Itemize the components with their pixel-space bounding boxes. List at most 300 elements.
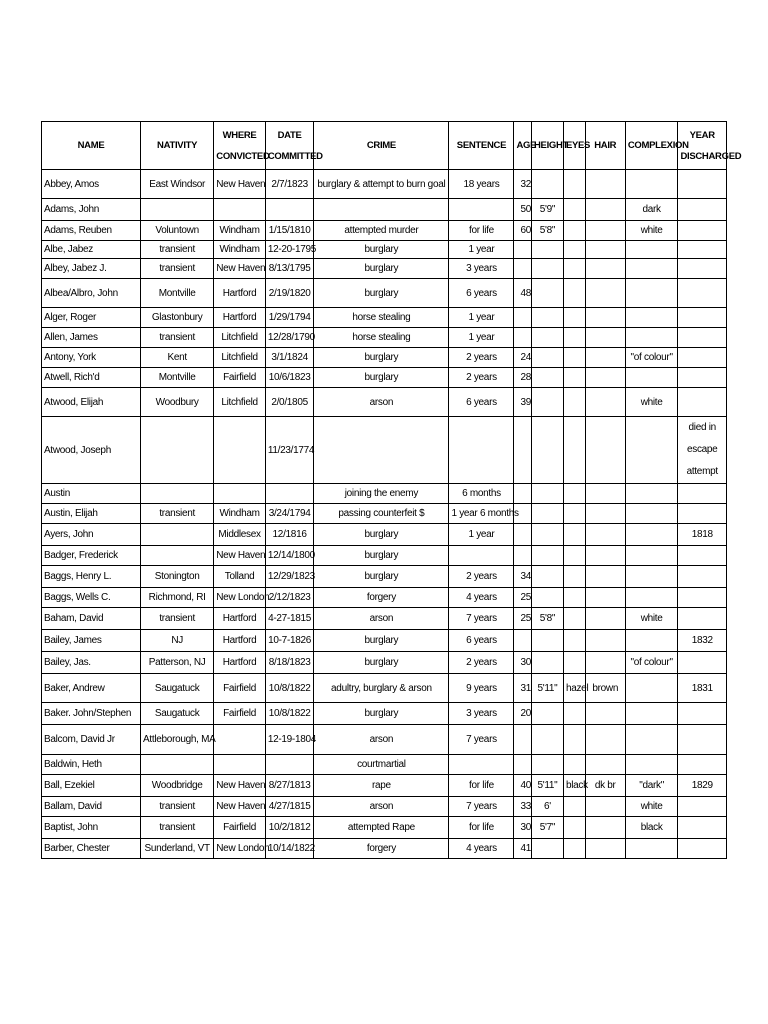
cell-year-discharged xyxy=(678,755,727,775)
cell-sentence xyxy=(449,199,514,221)
cell-eyes xyxy=(563,608,585,630)
cell-sentence: 6 years xyxy=(449,279,514,308)
cell-age: 48 xyxy=(514,279,532,308)
cell-hair xyxy=(585,797,625,817)
cell-height: 5'7" xyxy=(531,817,563,839)
cell-age: 34 xyxy=(514,566,532,588)
cell-crime: burglary xyxy=(314,652,449,674)
cell-eyes xyxy=(563,546,585,566)
cell-sentence xyxy=(449,755,514,775)
cell-age: 25 xyxy=(514,588,532,608)
cell-age: 25 xyxy=(514,608,532,630)
cell-name: Austin xyxy=(42,484,141,504)
cell-year-discharged: died in escape attempt xyxy=(678,417,727,484)
cell-eyes xyxy=(563,308,585,328)
cell-height xyxy=(531,703,563,725)
cell-age: 24 xyxy=(514,348,532,368)
cell-age: 31 xyxy=(514,674,532,703)
cell-crime: joining the enemy xyxy=(314,484,449,504)
cell-name: Baker. John/Stephen xyxy=(42,703,141,725)
cell-where-convicted: Hartford xyxy=(214,630,266,652)
cell-where-convicted xyxy=(214,725,266,755)
cell-crime: forgery xyxy=(314,588,449,608)
cell-hair xyxy=(585,348,625,368)
cell-sentence: 9 years xyxy=(449,674,514,703)
cell-date-committed: 3/24/1794 xyxy=(265,504,313,524)
cell-height xyxy=(531,170,563,199)
cell-where-convicted: Fairfield xyxy=(214,368,266,388)
cell-hair xyxy=(585,703,625,725)
cell-name: Alger, Roger xyxy=(42,308,141,328)
table-row xyxy=(42,588,727,608)
table-row xyxy=(42,546,727,566)
cell-date-committed: 12-20-1795 xyxy=(265,241,313,259)
cell-crime: arson xyxy=(314,608,449,630)
cell-crime: burglary xyxy=(314,524,449,546)
cell-complexion xyxy=(625,703,678,725)
cell-complexion xyxy=(625,170,678,199)
cell-year-discharged xyxy=(678,388,727,417)
cell-age: 41 xyxy=(514,839,532,859)
ledger-sheet xyxy=(41,121,742,859)
cell-age xyxy=(514,259,532,279)
cell-where-convicted xyxy=(214,755,266,775)
cell-year-discharged: 1818 xyxy=(678,524,727,546)
table-row xyxy=(42,241,727,259)
cell-nativity: transient xyxy=(141,328,214,348)
cell-sentence: 1 year xyxy=(449,308,514,328)
col-header-crime: CRIME xyxy=(314,122,449,170)
cell-hair xyxy=(585,388,625,417)
cell-crime: burglary xyxy=(314,703,449,725)
cell-complexion: "of colour" xyxy=(625,348,678,368)
cell-hair xyxy=(585,241,625,259)
cell-name: Badger, Frederick xyxy=(42,546,141,566)
cell-year-discharged xyxy=(678,241,727,259)
cell-date-committed: 12/28/1790 xyxy=(265,328,313,348)
cell-eyes xyxy=(563,388,585,417)
cell-where-convicted: Hartford xyxy=(214,652,266,674)
cell-sentence: 7 years xyxy=(449,725,514,755)
cell-where-convicted xyxy=(214,417,266,484)
cell-crime: courtmartial xyxy=(314,755,449,775)
cell-where-convicted xyxy=(214,199,266,221)
cell-age xyxy=(514,417,532,484)
cell-nativity: Woodbridge xyxy=(141,775,214,797)
cell-hair xyxy=(585,546,625,566)
cell-complexion: "of colour" xyxy=(625,652,678,674)
cell-height xyxy=(531,368,563,388)
cell-year-discharged xyxy=(678,484,727,504)
cell-crime: rape xyxy=(314,775,449,797)
cell-nativity: Glastonbury xyxy=(141,308,214,328)
cell-date-committed: 8/18/1823 xyxy=(265,652,313,674)
cell-complexion xyxy=(625,328,678,348)
cell-complexion: black xyxy=(625,817,678,839)
table-row xyxy=(42,199,727,221)
cell-eyes: black xyxy=(563,775,585,797)
cell-sentence: 1 year xyxy=(449,328,514,348)
cell-hair xyxy=(585,652,625,674)
cell-eyes xyxy=(563,504,585,524)
cell-height: 6' xyxy=(531,797,563,817)
cell-sentence: 6 months xyxy=(449,484,514,504)
cell-where-convicted: New Haven xyxy=(214,775,266,797)
cell-age xyxy=(514,755,532,775)
cell-age xyxy=(514,546,532,566)
cell-name: Ayers, John xyxy=(42,524,141,546)
cell-age: 20 xyxy=(514,703,532,725)
cell-eyes xyxy=(563,348,585,368)
cell-hair xyxy=(585,259,625,279)
cell-where-convicted: Litchfield xyxy=(214,348,266,368)
cell-sentence: 1 year 6 months xyxy=(449,504,514,524)
cell-nativity: transient xyxy=(141,797,214,817)
cell-hair xyxy=(585,279,625,308)
table-row xyxy=(42,775,727,797)
cell-sentence xyxy=(449,417,514,484)
cell-nativity: Richmond, RI xyxy=(141,588,214,608)
cell-hair: brown xyxy=(585,674,625,703)
cell-nativity: transient xyxy=(141,817,214,839)
cell-name: Adams, Reuben xyxy=(42,221,141,241)
cell-nativity xyxy=(141,755,214,775)
cell-hair xyxy=(585,725,625,755)
cell-hair xyxy=(585,221,625,241)
cell-crime: burglary xyxy=(314,368,449,388)
cell-nativity: Woodbury xyxy=(141,388,214,417)
cell-year-discharged xyxy=(678,608,727,630)
table-row xyxy=(42,703,727,725)
cell-hair xyxy=(585,839,625,859)
table-row xyxy=(42,725,727,755)
table-row xyxy=(42,484,727,504)
cell-eyes xyxy=(563,417,585,484)
table-row xyxy=(42,652,727,674)
cell-nativity: Sunderland, VT xyxy=(141,839,214,859)
table-row xyxy=(42,328,727,348)
cell-year-discharged xyxy=(678,566,727,588)
table-row xyxy=(42,279,727,308)
cell-date-committed: 10-7-1826 xyxy=(265,630,313,652)
table-row xyxy=(42,817,727,839)
cell-hair xyxy=(585,328,625,348)
cell-where-convicted: Fairfield xyxy=(214,703,266,725)
cell-eyes xyxy=(563,259,585,279)
cell-crime: burglary & attempt to burn goal xyxy=(314,170,449,199)
cell-age: 50 xyxy=(514,199,532,221)
cell-nativity: Montville xyxy=(141,368,214,388)
cell-sentence: 2 years xyxy=(449,348,514,368)
cell-date-committed: 10/14/1822 xyxy=(265,839,313,859)
cell-nativity: Patterson, NJ xyxy=(141,652,214,674)
cell-name: Albey, Jabez J. xyxy=(42,259,141,279)
cell-complexion xyxy=(625,674,678,703)
cell-name: Barber, Chester xyxy=(42,839,141,859)
cell-year-discharged xyxy=(678,504,727,524)
cell-year-discharged xyxy=(678,199,727,221)
cell-date-committed: 12-19-1804 xyxy=(265,725,313,755)
cell-height xyxy=(531,504,563,524)
cell-height xyxy=(531,328,563,348)
cell-where-convicted: New Haven xyxy=(214,797,266,817)
cell-complexion: white xyxy=(625,797,678,817)
cell-nativity xyxy=(141,199,214,221)
table-row xyxy=(42,608,727,630)
cell-height xyxy=(531,839,563,859)
cell-complexion xyxy=(625,504,678,524)
col-header-nativity: NATIVITY xyxy=(141,122,214,170)
cell-crime: burglary xyxy=(314,279,449,308)
cell-complexion xyxy=(625,368,678,388)
cell-sentence: 7 years xyxy=(449,608,514,630)
cell-date-committed: 2/12/1823 xyxy=(265,588,313,608)
cell-date-committed xyxy=(265,755,313,775)
cell-sentence xyxy=(449,546,514,566)
cell-hair xyxy=(585,417,625,484)
cell-date-committed: 12/1816 xyxy=(265,524,313,546)
cell-name: Austin, Elijah xyxy=(42,504,141,524)
cell-sentence: 3 years xyxy=(449,703,514,725)
cell-hair xyxy=(585,504,625,524)
cell-date-committed xyxy=(265,484,313,504)
cell-name: Ballam, David xyxy=(42,797,141,817)
cell-eyes xyxy=(563,170,585,199)
cell-hair xyxy=(585,170,625,199)
cell-date-committed: 10/8/1822 xyxy=(265,703,313,725)
cell-nativity: Saugatuck xyxy=(141,674,214,703)
cell-eyes xyxy=(563,652,585,674)
cell-year-discharged xyxy=(678,546,727,566)
cell-sentence: 4 years xyxy=(449,839,514,859)
cell-hair xyxy=(585,608,625,630)
cell-name: Baggs, Henry L. xyxy=(42,566,141,588)
cell-nativity: transient xyxy=(141,259,214,279)
cell-eyes xyxy=(563,484,585,504)
cell-age: 30 xyxy=(514,652,532,674)
table-row xyxy=(42,797,727,817)
cell-height xyxy=(531,588,563,608)
cell-height xyxy=(531,524,563,546)
col-header-complexion: COMPLEXION xyxy=(625,122,678,170)
cell-hair xyxy=(585,368,625,388)
cell-date-committed: 12/14/1800 xyxy=(265,546,313,566)
cell-eyes xyxy=(563,328,585,348)
cell-date-committed: 12/29/1823 xyxy=(265,566,313,588)
cell-nativity xyxy=(141,417,214,484)
cell-name: Baker, Andrew xyxy=(42,674,141,703)
cell-height xyxy=(531,259,563,279)
cell-hair xyxy=(585,484,625,504)
cell-where-convicted: New Haven xyxy=(214,170,266,199)
cell-year-discharged: 1832 xyxy=(678,630,727,652)
cell-complexion xyxy=(625,630,678,652)
table-row xyxy=(42,630,727,652)
table-row xyxy=(42,259,727,279)
cell-complexion xyxy=(625,279,678,308)
cell-nativity: Stonington xyxy=(141,566,214,588)
cell-year-discharged xyxy=(678,797,727,817)
cell-where-convicted: Windham xyxy=(214,221,266,241)
cell-where-convicted: Hartford xyxy=(214,308,266,328)
col-header-hair: HAIR xyxy=(585,122,625,170)
table-row xyxy=(42,755,727,775)
cell-age: 33 xyxy=(514,797,532,817)
cell-age xyxy=(514,241,532,259)
cell-name: Baham, David xyxy=(42,608,141,630)
cell-crime: horse stealing xyxy=(314,308,449,328)
cell-complexion: white xyxy=(625,388,678,417)
cell-name: Baggs, Wells C. xyxy=(42,588,141,608)
cell-height: 5'8" xyxy=(531,608,563,630)
cell-date-committed: 4-27-1815 xyxy=(265,608,313,630)
cell-complexion xyxy=(625,546,678,566)
col-header-date-committed: DATE COMMITTED xyxy=(265,122,313,170)
cell-crime xyxy=(314,417,449,484)
cell-year-discharged xyxy=(678,170,727,199)
col-header-where-convicted: WHERE CONVICTED xyxy=(214,122,266,170)
cell-hair xyxy=(585,308,625,328)
cell-sentence: 4 years xyxy=(449,588,514,608)
cell-eyes xyxy=(563,199,585,221)
cell-height xyxy=(531,652,563,674)
cell-hair xyxy=(585,566,625,588)
cell-height xyxy=(531,755,563,775)
cell-where-convicted: Windham xyxy=(214,241,266,259)
cell-name: Ball, Ezekiel xyxy=(42,775,141,797)
cell-eyes xyxy=(563,524,585,546)
cell-age: 30 xyxy=(514,817,532,839)
cell-complexion xyxy=(625,725,678,755)
table-row xyxy=(42,674,727,703)
cell-eyes xyxy=(563,725,585,755)
cell-nativity: Saugatuck xyxy=(141,703,214,725)
cell-where-convicted: New London xyxy=(214,839,266,859)
cell-eyes xyxy=(563,839,585,859)
cell-eyes xyxy=(563,279,585,308)
cell-crime: burglary xyxy=(314,241,449,259)
cell-age xyxy=(514,484,532,504)
cell-complexion xyxy=(625,839,678,859)
cell-crime: arson xyxy=(314,388,449,417)
cell-complexion xyxy=(625,259,678,279)
cell-name: Antony, York xyxy=(42,348,141,368)
cell-sentence: for life xyxy=(449,775,514,797)
cell-date-committed: 3/1/1824 xyxy=(265,348,313,368)
cell-name: Abbey, Amos xyxy=(42,170,141,199)
cell-year-discharged xyxy=(678,221,727,241)
cell-sentence: 3 years xyxy=(449,259,514,279)
cell-crime: attempted murder xyxy=(314,221,449,241)
cell-height xyxy=(531,630,563,652)
table-row xyxy=(42,221,727,241)
table-row xyxy=(42,839,727,859)
cell-eyes xyxy=(563,588,585,608)
cell-height xyxy=(531,279,563,308)
cell-crime: adultry, burglary & arson xyxy=(314,674,449,703)
cell-sentence: 2 years xyxy=(449,566,514,588)
table-row xyxy=(42,388,727,417)
cell-name: Allen, James xyxy=(42,328,141,348)
cell-where-convicted: New London xyxy=(214,588,266,608)
cell-where-convicted: Hartford xyxy=(214,608,266,630)
cell-nativity: transient xyxy=(141,241,214,259)
cell-where-convicted: New Haven xyxy=(214,259,266,279)
cell-crime: arson xyxy=(314,797,449,817)
header-row xyxy=(42,122,727,170)
cell-date-committed: 2/0/1805 xyxy=(265,388,313,417)
cell-nativity: Kent xyxy=(141,348,214,368)
cell-sentence: 18 years xyxy=(449,170,514,199)
cell-complexion xyxy=(625,484,678,504)
cell-age xyxy=(514,725,532,755)
cell-eyes xyxy=(563,241,585,259)
cell-age: 60 xyxy=(514,221,532,241)
cell-name: Balcom, David Jr xyxy=(42,725,141,755)
cell-date-committed: 8/27/1813 xyxy=(265,775,313,797)
cell-eyes xyxy=(563,368,585,388)
cell-year-discharged: 1829 xyxy=(678,775,727,797)
cell-complexion xyxy=(625,755,678,775)
cell-height xyxy=(531,308,563,328)
cell-age: 39 xyxy=(514,388,532,417)
cell-where-convicted: Middlesex xyxy=(214,524,266,546)
cell-eyes xyxy=(563,703,585,725)
cell-height: 5'8" xyxy=(531,221,563,241)
cell-hair xyxy=(585,817,625,839)
cell-hair xyxy=(585,630,625,652)
cell-hair: dk br xyxy=(585,775,625,797)
cell-sentence: 7 years xyxy=(449,797,514,817)
cell-hair xyxy=(585,588,625,608)
cell-date-committed: 10/2/1812 xyxy=(265,817,313,839)
cell-name: Albe, Jabez xyxy=(42,241,141,259)
cell-crime: horse stealing xyxy=(314,328,449,348)
cell-eyes xyxy=(563,755,585,775)
cell-sentence: 2 years xyxy=(449,652,514,674)
cell-sentence: 1 year xyxy=(449,241,514,259)
prisoner-register-table xyxy=(41,121,742,859)
cell-where-convicted: Hartford xyxy=(214,279,266,308)
cell-nativity: Montville xyxy=(141,279,214,308)
cell-name: Baptist, John xyxy=(42,817,141,839)
cell-year-discharged xyxy=(678,328,727,348)
cell-complexion: white xyxy=(625,608,678,630)
cell-nativity: NJ xyxy=(141,630,214,652)
cell-height xyxy=(531,546,563,566)
cell-nativity xyxy=(141,524,214,546)
cell-age: 28 xyxy=(514,368,532,388)
cell-name: Atwell, Rich'd xyxy=(42,368,141,388)
cell-name: Albea/Albro, John xyxy=(42,279,141,308)
cell-eyes xyxy=(563,630,585,652)
cell-age: 40 xyxy=(514,775,532,797)
cell-crime: burglary xyxy=(314,630,449,652)
cell-height xyxy=(531,241,563,259)
cell-height: 5'9" xyxy=(531,199,563,221)
cell-date-committed: 1/29/1794 xyxy=(265,308,313,328)
cell-year-discharged xyxy=(678,725,727,755)
cell-crime: burglary xyxy=(314,259,449,279)
cell-where-convicted: Tolland xyxy=(214,566,266,588)
cell-where-convicted: Fairfield xyxy=(214,817,266,839)
cell-complexion xyxy=(625,566,678,588)
cell-year-discharged xyxy=(678,279,727,308)
cell-complexion xyxy=(625,588,678,608)
cell-sentence: for life xyxy=(449,221,514,241)
cell-nativity: Voluntown xyxy=(141,221,214,241)
cell-crime: burglary xyxy=(314,348,449,368)
